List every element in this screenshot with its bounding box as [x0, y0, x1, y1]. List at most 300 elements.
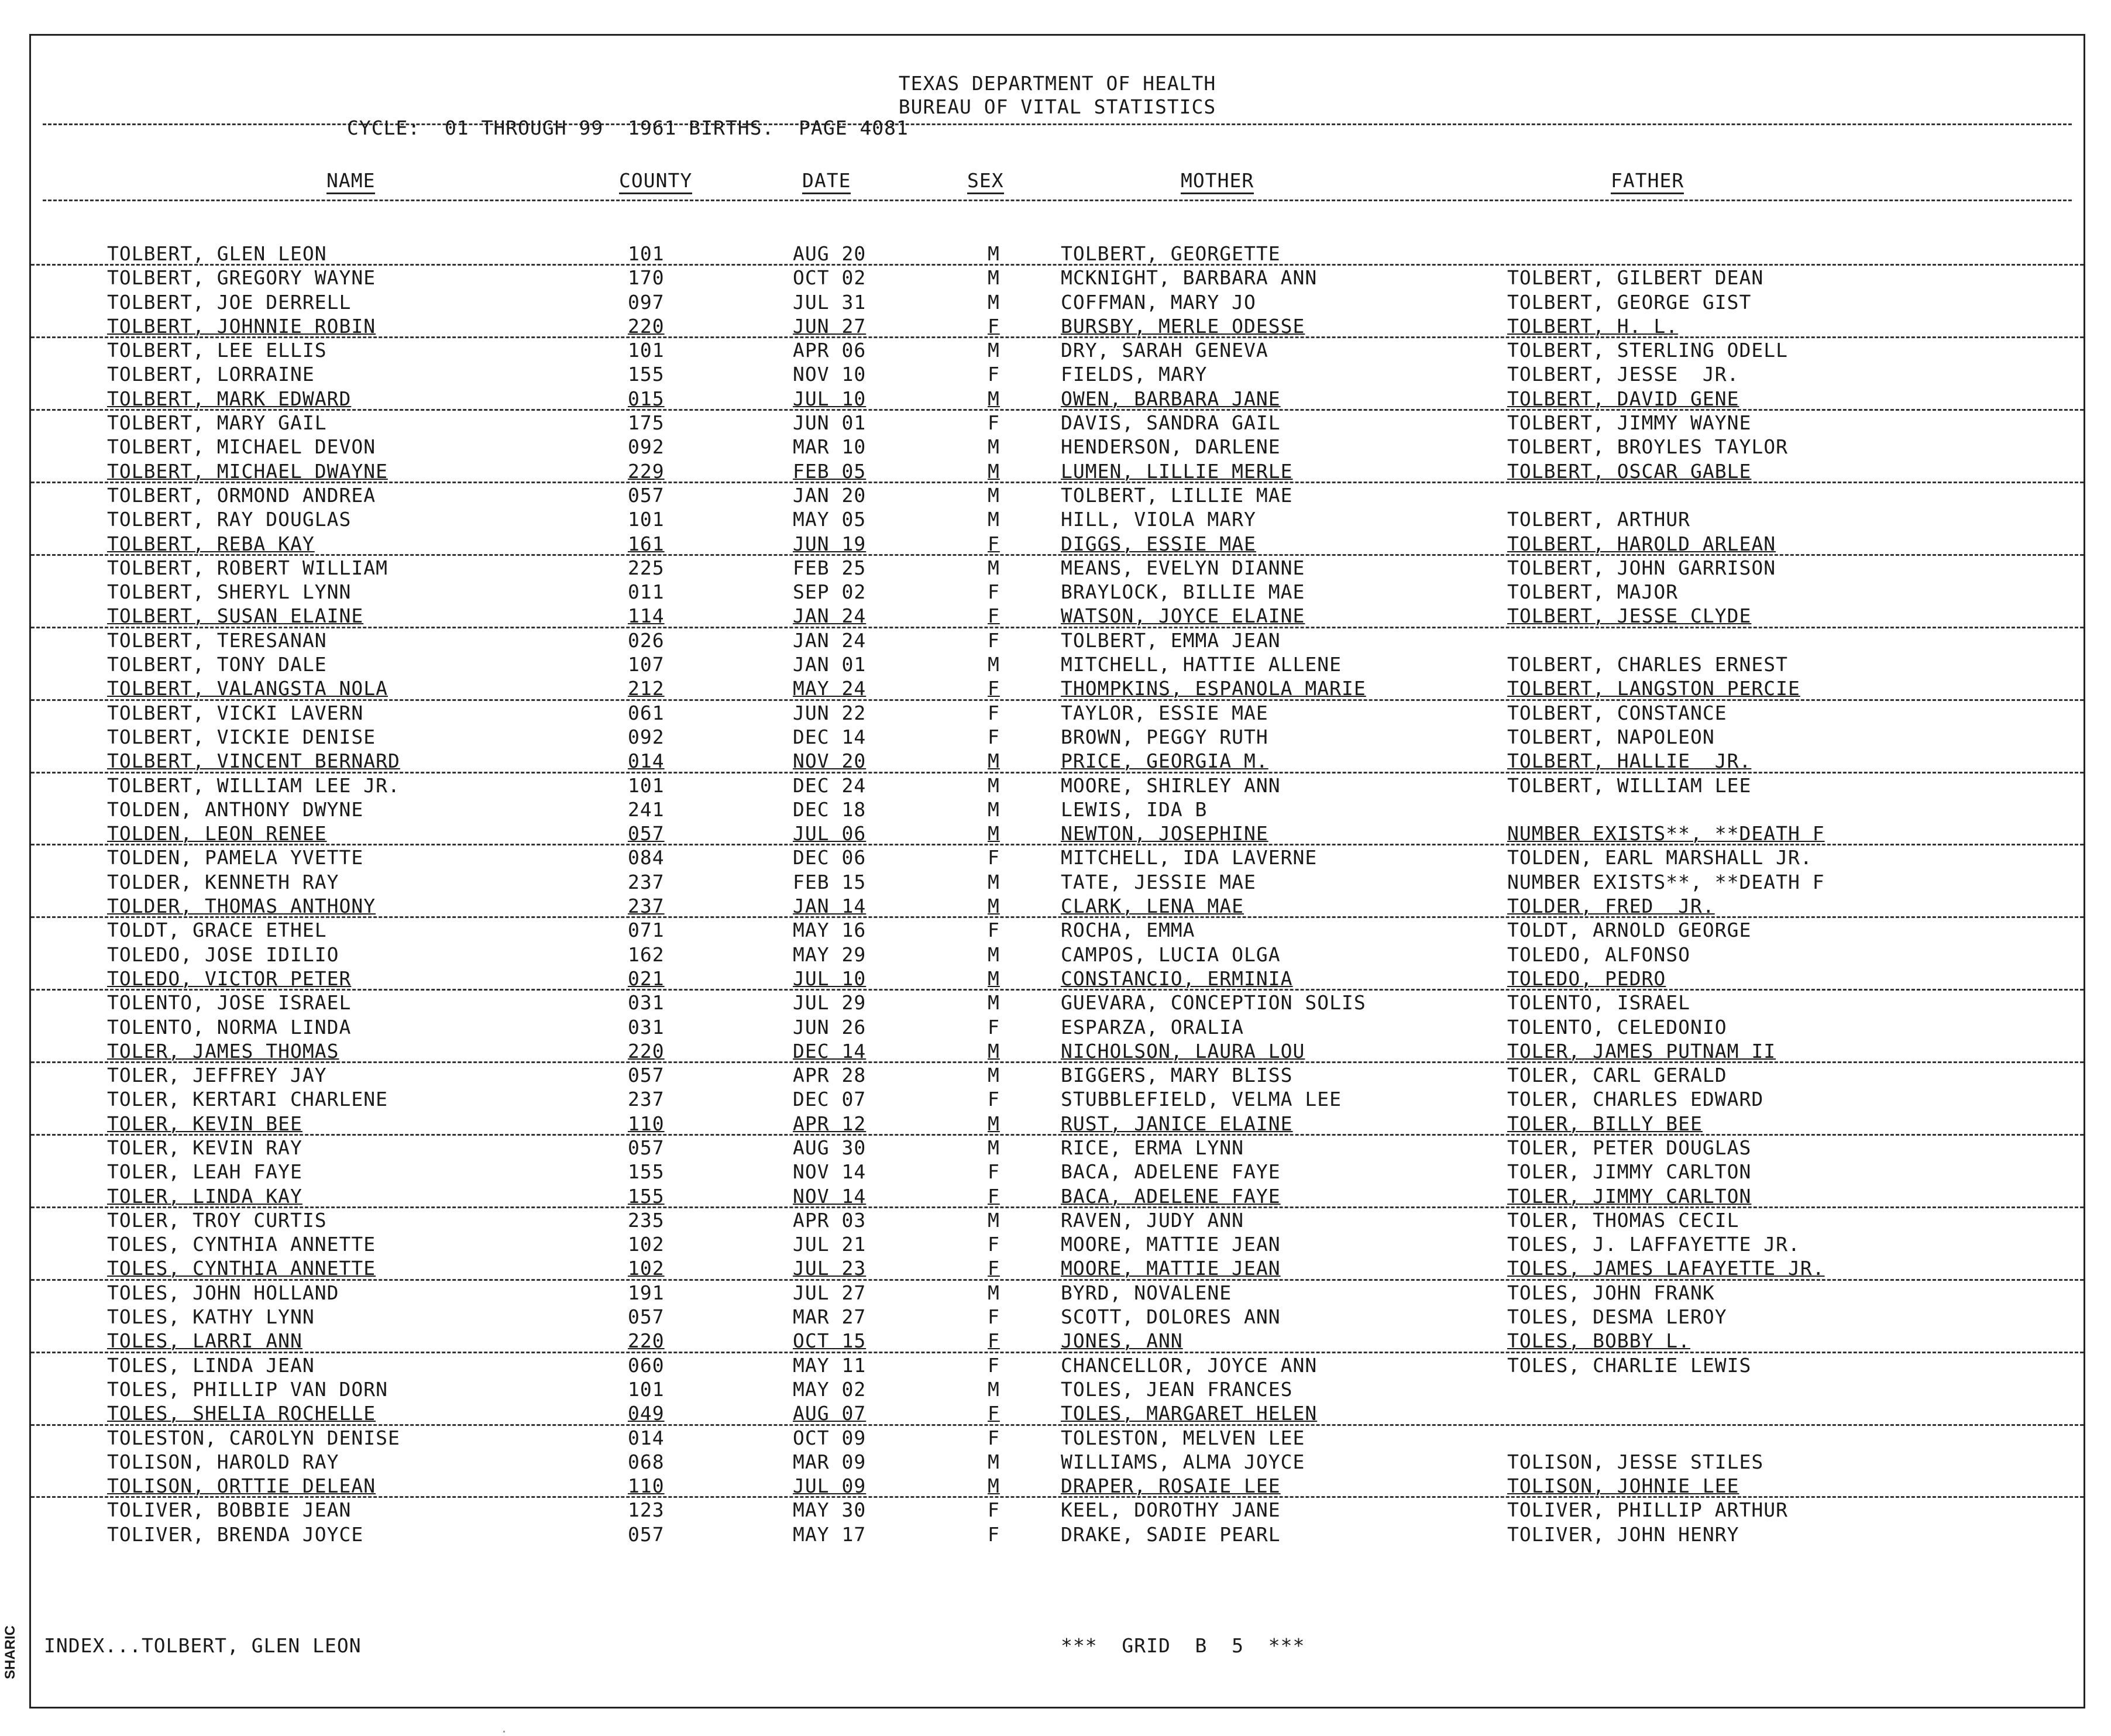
records-list: [31, 242, 2084, 1546]
record-sex: F: [988, 1353, 1000, 1377]
record-row: [31, 1450, 2084, 1474]
record-name: TOLES, CYNTHIA ANNETTE: [107, 1257, 376, 1280]
record-name: TOLBERT, GLEN LEON: [107, 242, 327, 265]
record-county: 162: [628, 943, 665, 966]
record-date: JUL 21: [793, 1233, 867, 1256]
record-mother: THOMPKINS, ESPANOLA MARIE: [1061, 677, 1366, 700]
record-sheet: [29, 34, 2085, 1709]
record-sex: F: [988, 701, 1000, 724]
record-mother: PRICE, GEORGIA M.: [1061, 750, 1268, 773]
record-name: TOLES, SHELIA ROCHELLE: [107, 1402, 376, 1425]
record-row: [31, 482, 2084, 507]
record-county: 220: [628, 314, 665, 338]
record-row: [31, 870, 2084, 894]
record-father: TOLBERT, LANGSTON PERCIE: [1507, 677, 1800, 700]
record-name: TOLER, KEVIN RAY: [107, 1136, 302, 1159]
column-header-date: DATE: [802, 169, 851, 194]
record-date: JUN 22: [793, 701, 867, 724]
record-county: 175: [628, 411, 665, 435]
record-row: [31, 725, 2084, 749]
record-county: 057: [628, 1522, 665, 1546]
record-mother: RICE, ERMA LYNN: [1061, 1136, 1244, 1159]
record-mother: DRAPER, ROSAIE LEE: [1061, 1474, 1281, 1498]
record-county: 014: [628, 750, 665, 773]
record-sex: F: [988, 1160, 1000, 1184]
record-sex: M: [988, 459, 1000, 483]
record-row: [31, 1329, 2084, 1353]
record-name: TOLBERT, LEE ELLIS: [107, 339, 327, 362]
record-mother: MOORE, MATTIE JEAN: [1061, 1233, 1281, 1256]
record-county: 057: [628, 822, 665, 845]
record-row: [31, 1305, 2084, 1329]
record-row: [31, 1256, 2084, 1280]
record-name: TOLER, TROY CURTIS: [107, 1208, 327, 1232]
record-sex: F: [988, 846, 1000, 869]
record-name: TOLDER, THOMAS ANTHONY: [107, 895, 376, 918]
record-name: TOLBERT, REBA KAY: [107, 532, 315, 555]
record-father: TOLBERT, OSCAR GABLE: [1507, 459, 1752, 483]
record-date: JUL 31: [793, 290, 867, 314]
record-sex: M: [988, 1064, 1000, 1087]
record-father: TOLBERT, CONSTANCE: [1507, 701, 1727, 724]
record-sex: M: [988, 1474, 1000, 1498]
record-row: [31, 652, 2084, 676]
record-mother: TOLES, JEAN FRANCES: [1061, 1377, 1293, 1401]
record-date: FEB 25: [793, 556, 867, 579]
record-date: JUL 10: [793, 387, 867, 410]
record-date: OCT 02: [793, 266, 867, 290]
record-date: DEC 06: [793, 846, 867, 869]
record-name: TOLDEN, ANTHONY DWYNE: [107, 797, 364, 821]
record-mother: TATE, JESSIE MAE: [1061, 870, 1256, 893]
record-father: NUMBER EXISTS**, **DEATH F: [1507, 870, 1825, 893]
record-father: TOLEDO, PEDRO: [1507, 967, 1666, 990]
record-row: [31, 459, 2084, 483]
record-father: TOLISON, JOHNIE LEE: [1507, 1474, 1739, 1498]
record-name: TOLBERT, MICHAEL DWAYNE: [107, 459, 388, 483]
record-county: 101: [628, 339, 665, 362]
record-sex: M: [988, 797, 1000, 821]
record-name: TOLBERT, SUSAN ELAINE: [107, 604, 364, 628]
record-name: TOLES, LINDA JEAN: [107, 1353, 315, 1377]
record-mother: FIELDS, MARY: [1061, 363, 1208, 386]
column-header-county: COUNTY: [619, 169, 692, 194]
record-name: TOLBERT, VICKIE DENISE: [107, 725, 376, 748]
record-date: MAY 30: [793, 1498, 867, 1522]
record-date: MAY 24: [793, 677, 867, 700]
scan-speck: [503, 1731, 505, 1732]
record-father: TOLBERT, BROYLES TAYLOR: [1507, 435, 1788, 459]
record-row: [31, 604, 2084, 628]
record-row: [31, 967, 2084, 991]
record-sex: M: [988, 991, 1000, 1015]
record-date: JUN 27: [793, 314, 867, 338]
record-row: [31, 264, 2084, 290]
record-father: TOLBERT, STERLING ODELL: [1507, 339, 1788, 362]
record-mother: BURSBY, MERLE ODESSE: [1061, 314, 1305, 338]
record-mother: DAVIS, SANDRA GAIL: [1061, 411, 1281, 435]
record-county: 235: [628, 1208, 665, 1232]
record-row: [31, 1112, 2084, 1136]
record-name: TOLEDO, VICTOR PETER: [107, 967, 352, 990]
cycle-info: CYCLE: 01 THROUGH 99 1961 BIRTHS. PAGE 4081: [347, 116, 909, 139]
record-name: TOLBERT, ORMOND ANDREA: [107, 483, 376, 507]
record-sex: F: [988, 1257, 1000, 1280]
record-row: [31, 916, 2084, 942]
record-date: OCT 15: [793, 1329, 867, 1353]
record-date: MAY 17: [793, 1522, 867, 1546]
record-mother: WATSON, JOYCE ELAINE: [1061, 604, 1305, 628]
record-row: [31, 387, 2084, 411]
record-county: 237: [628, 870, 665, 893]
record-name: TOLES, JOHN HOLLAND: [107, 1281, 339, 1304]
record-row: [31, 772, 2084, 797]
record-row: [31, 1232, 2084, 1256]
record-father: TOLBERT, ARTHUR: [1507, 508, 1691, 531]
record-sex: M: [988, 822, 1000, 845]
record-row: [31, 1522, 2084, 1546]
header-divider: [43, 200, 2072, 201]
record-father: TOLBERT, H. L.: [1507, 314, 1679, 338]
column-header-father: FATHER: [1611, 169, 1684, 194]
record-father: TOLES, CHARLIE LEWIS: [1507, 1353, 1752, 1377]
record-sex: F: [988, 1402, 1000, 1425]
record-sex: M: [988, 895, 1000, 918]
record-date: JAN 14: [793, 895, 867, 918]
record-county: 097: [628, 290, 665, 314]
record-county: 021: [628, 967, 665, 990]
record-sex: M: [988, 290, 1000, 314]
record-county: 026: [628, 628, 665, 652]
record-name: TOLES, LARRI ANN: [107, 1329, 302, 1353]
record-name: TOLER, JEFFREY JAY: [107, 1064, 327, 1087]
record-sex: M: [988, 1377, 1000, 1401]
record-mother: BACA, ADELENE FAYE: [1061, 1184, 1281, 1208]
record-county: 101: [628, 774, 665, 797]
record-sex: M: [988, 339, 1000, 362]
record-county: 229: [628, 459, 665, 483]
record-row: [31, 989, 2084, 1015]
record-date: JUL 06: [793, 822, 867, 845]
record-sex: M: [988, 387, 1000, 410]
record-date: JAN 20: [793, 483, 867, 507]
record-mother: KEEL, DOROTHY JANE: [1061, 1498, 1281, 1522]
record-father: TOLBERT, MAJOR: [1507, 580, 1679, 604]
record-sex: M: [988, 1208, 1000, 1232]
record-county: 110: [628, 1112, 665, 1135]
record-name: TOLES, CYNTHIA ANNETTE: [107, 1233, 376, 1256]
record-sex: M: [988, 266, 1000, 290]
record-date: JAN 01: [793, 653, 867, 676]
record-name: TOLER, LINDA KAY: [107, 1184, 302, 1208]
record-date: DEC 07: [793, 1088, 867, 1111]
record-sex: M: [988, 1112, 1000, 1135]
record-sex: F: [988, 1426, 1000, 1449]
record-sex: F: [988, 677, 1000, 700]
record-date: JUL 27: [793, 1281, 867, 1304]
record-row: [31, 1160, 2084, 1184]
record-father: TOLES, JAMES LAFAYETTE JR.: [1507, 1257, 1825, 1280]
record-mother: OWEN, BARBARA JANE: [1061, 387, 1281, 410]
record-row: [31, 797, 2084, 821]
record-mother: BYRD, NOVALENE: [1061, 1281, 1232, 1304]
record-sex: F: [988, 1015, 1000, 1039]
record-mother: TAYLOR, ESSIE MAE: [1061, 701, 1268, 724]
record-father: TOLER, CHARLES EDWARD: [1507, 1088, 1764, 1111]
record-date: FEB 15: [793, 870, 867, 893]
column-header-name: NAME: [326, 169, 375, 194]
record-county: 155: [628, 1160, 665, 1184]
bureau-title: BUREAU OF VITAL STATISTICS: [898, 95, 1216, 118]
record-county: 071: [628, 919, 665, 942]
record-father: TOLISON, JESSE STILES: [1507, 1450, 1764, 1473]
record-sex: M: [988, 870, 1000, 893]
record-sex: M: [988, 1136, 1000, 1159]
record-county: 015: [628, 387, 665, 410]
record-name: TOLIVER, BRENDA JOYCE: [107, 1522, 364, 1546]
record-row: [31, 821, 2084, 845]
record-mother: CHANCELLOR, JOYCE ANN: [1061, 1353, 1318, 1377]
record-sex: F: [988, 1329, 1000, 1353]
record-father: TOLBERT, WILLIAM LEE: [1507, 774, 1752, 797]
record-sex: M: [988, 483, 1000, 507]
record-name: TOLESTON, CAROLYN DENISE: [107, 1426, 400, 1449]
record-mother: TOLESTON, MELVEN LEE: [1061, 1426, 1305, 1449]
record-sex: F: [988, 314, 1000, 338]
record-sex: M: [988, 967, 1000, 990]
record-date: MAY 29: [793, 943, 867, 966]
column-header-mother: MOTHER: [1181, 169, 1254, 194]
record-name: TOLDEN, PAMELA YVETTE: [107, 846, 364, 869]
record-mother: MITCHELL, IDA LAVERNE: [1061, 846, 1318, 869]
record-row: [31, 1015, 2084, 1039]
record-sex: F: [988, 604, 1000, 628]
record-county: 102: [628, 1233, 665, 1256]
record-date: JUN 26: [793, 1015, 867, 1039]
record-mother: CLARK, LENA MAE: [1061, 895, 1244, 918]
record-county: 011: [628, 580, 665, 604]
record-county: 170: [628, 266, 665, 290]
record-row: [31, 362, 2084, 386]
index-footer: INDEX...TOLBERT, GLEN LEON: [44, 1634, 362, 1657]
record-name: TOLBERT, VINCENT BERNARD: [107, 750, 400, 773]
record-date: JAN 24: [793, 604, 867, 628]
record-name: TOLBERT, VALANGSTA NOLA: [107, 677, 388, 700]
column-header-sex: SEX: [967, 169, 1004, 194]
record-name: TOLENTO, NORMA LINDA: [107, 1015, 352, 1039]
record-father: TOLES, DESMA LEROY: [1507, 1305, 1727, 1329]
record-father: TOLDT, ARNOLD GEORGE: [1507, 919, 1752, 942]
record-county: 237: [628, 1088, 665, 1111]
record-county: 057: [628, 483, 665, 507]
record-name: TOLBERT, GREGORY WAYNE: [107, 266, 376, 290]
record-mother: MOORE, MATTIE JEAN: [1061, 1257, 1281, 1280]
record-father: TOLEDO, ALFONSO: [1507, 943, 1691, 966]
record-county: 057: [628, 1305, 665, 1329]
record-father: TOLBERT, GEORGE GIST: [1507, 290, 1752, 314]
record-date: DEC 18: [793, 797, 867, 821]
record-father: TOLDER, FRED JR.: [1507, 895, 1715, 918]
record-date: MAR 10: [793, 435, 867, 459]
record-father: TOLBERT, DAVID GENE: [1507, 387, 1739, 410]
record-row: [31, 627, 2084, 652]
record-father: TOLER, THOMAS CECIL: [1507, 1208, 1739, 1232]
record-father: TOLBERT, NAPOLEON: [1507, 725, 1715, 748]
record-date: NOV 14: [793, 1184, 867, 1208]
record-county: 092: [628, 435, 665, 459]
record-mother: LEWIS, IDA B: [1061, 797, 1208, 821]
record-mother: ESPARZA, ORALIA: [1061, 1015, 1244, 1039]
record-sex: M: [988, 750, 1000, 773]
record-name: TOLER, LEAH FAYE: [107, 1160, 302, 1184]
record-name: TOLBERT, JOE DERRELL: [107, 290, 352, 314]
record-county: 101: [628, 508, 665, 531]
record-father: TOLER, BILLY BEE: [1507, 1112, 1703, 1135]
record-row: [31, 1087, 2084, 1111]
record-father: TOLBERT, CHARLES ERNEST: [1507, 653, 1788, 676]
record-name: TOLBERT, JOHNNIE ROBIN: [107, 314, 376, 338]
record-mother: CONSTANCIO, ERMINIA: [1061, 967, 1293, 990]
record-mother: NEWTON, JOSEPHINE: [1061, 822, 1268, 845]
record-sex: F: [988, 580, 1000, 604]
record-county: 237: [628, 895, 665, 918]
record-row: [31, 1134, 2084, 1160]
record-mother: TOLBERT, LILLIE MAE: [1061, 483, 1293, 507]
record-mother: BROWN, PEGGY RUTH: [1061, 725, 1268, 748]
record-mother: TOLBERT, EMMA JEAN: [1061, 628, 1281, 652]
record-father: NUMBER EXISTS**, **DEATH F: [1507, 822, 1825, 845]
record-date: MAR 09: [793, 1450, 867, 1473]
record-county: 101: [628, 1377, 665, 1401]
record-county: 014: [628, 1426, 665, 1449]
record-county: 101: [628, 242, 665, 265]
grid-footer: *** GRID B 5 ***: [1061, 1634, 1305, 1657]
record-date: AUG 07: [793, 1402, 867, 1425]
record-name: TOLDEN, LEON RENEE: [107, 822, 327, 845]
record-county: 031: [628, 1015, 665, 1039]
record-date: NOV 10: [793, 363, 867, 386]
record-name: TOLDT, GRACE ETHEL: [107, 919, 327, 942]
record-row: [31, 1424, 2084, 1450]
record-sex: F: [988, 1184, 1000, 1208]
record-sex: F: [988, 919, 1000, 942]
record-date: MAY 05: [793, 508, 867, 531]
record-father: TOLER, JIMMY CARLTON: [1507, 1184, 1752, 1208]
record-county: 102: [628, 1257, 665, 1280]
record-sex: F: [988, 363, 1000, 386]
record-row: [31, 507, 2084, 531]
record-date: NOV 14: [793, 1160, 867, 1184]
record-date: NOV 20: [793, 750, 867, 773]
record-sex: M: [988, 653, 1000, 676]
record-county: 241: [628, 797, 665, 821]
record-sex: F: [988, 1233, 1000, 1256]
record-sex: M: [988, 242, 1000, 265]
record-row: [31, 699, 2084, 725]
record-date: APR 06: [793, 339, 867, 362]
record-sex: M: [988, 1039, 1000, 1063]
record-name: TOLBERT, VICKI LAVERN: [107, 701, 364, 724]
record-row: [31, 409, 2084, 435]
record-county: 057: [628, 1136, 665, 1159]
record-name: TOLBERT, MARY GAIL: [107, 411, 327, 435]
record-sex: M: [988, 943, 1000, 966]
record-date: JUL 29: [793, 991, 867, 1015]
record-mother: TOLES, MARGARET HELEN: [1061, 1402, 1318, 1425]
record-sex: F: [988, 532, 1000, 555]
record-county: 114: [628, 604, 665, 628]
record-mother: BIGGERS, MARY BLISS: [1061, 1064, 1293, 1087]
record-mother: MITCHELL, HATTIE ALLENE: [1061, 653, 1342, 676]
record-row: [31, 242, 2084, 266]
record-father: TOLER, CARL GERALD: [1507, 1064, 1727, 1087]
record-row: [31, 532, 2084, 556]
record-mother: DIGGS, ESSIE MAE: [1061, 532, 1256, 555]
department-title: TEXAS DEPARTMENT OF HEALTH: [898, 72, 1216, 95]
record-mother: HILL, VIOLA MARY: [1061, 508, 1256, 531]
record-father: TOLBERT, GILBERT DEAN: [1507, 266, 1764, 290]
record-county: 191: [628, 1281, 665, 1304]
record-name: TOLEDO, JOSE IDILIO: [107, 943, 339, 966]
record-mother: MEANS, EVELYN DIANNE: [1061, 556, 1305, 579]
record-row: [31, 1039, 2084, 1063]
record-row: [31, 676, 2084, 700]
record-father: TOLENTO, ISRAEL: [1507, 991, 1691, 1015]
record-name: TOLISON, ORTTIE DELEAN: [107, 1474, 376, 1498]
side-label: SHARIC: [2, 1625, 18, 1679]
record-name: TOLBERT, ROBERT WILLIAM: [107, 556, 388, 579]
record-row: [31, 435, 2084, 459]
record-name: TOLES, KATHY LYNN: [107, 1305, 315, 1329]
record-father: TOLDEN, EARL MARSHALL JR.: [1507, 846, 1813, 869]
record-father: TOLBERT, HAROLD ARLEAN: [1507, 532, 1776, 555]
record-sex: F: [988, 725, 1000, 748]
record-row: [31, 1206, 2084, 1232]
record-sex: F: [988, 1498, 1000, 1522]
record-father: TOLES, J. LAFFAYETTE JR.: [1507, 1233, 1800, 1256]
record-county: 049: [628, 1402, 665, 1425]
record-row: [31, 1474, 2084, 1498]
record-sex: M: [988, 435, 1000, 459]
record-row: [31, 1184, 2084, 1208]
record-mother: COFFMAN, MARY JO: [1061, 290, 1256, 314]
record-mother: SCOTT, DOLORES ANN: [1061, 1305, 1281, 1329]
record-row: [31, 314, 2084, 338]
record-date: APR 12: [793, 1112, 867, 1135]
record-mother: STUBBLEFIELD, VELMA LEE: [1061, 1088, 1342, 1111]
record-row: [31, 336, 2084, 362]
record-mother: RUST, JANICE ELAINE: [1061, 1112, 1293, 1135]
record-row: [31, 943, 2084, 967]
record-sex: F: [988, 1305, 1000, 1329]
record-row: [31, 1401, 2084, 1425]
record-row: [31, 1279, 2084, 1305]
record-father: TOLER, JIMMY CARLTON: [1507, 1160, 1752, 1184]
record-sex: F: [988, 628, 1000, 652]
record-father: TOLBERT, JOHN GARRISON: [1507, 556, 1776, 579]
record-father: TOLBERT, JIMMY WAYNE: [1507, 411, 1752, 435]
record-date: MAY 16: [793, 919, 867, 942]
record-sex: F: [988, 1522, 1000, 1546]
record-row: [31, 580, 2084, 604]
record-name: TOLER, JAMES THOMAS: [107, 1039, 339, 1063]
record-date: JUL 23: [793, 1257, 867, 1280]
record-father: TOLENTO, CELEDONIO: [1507, 1015, 1727, 1039]
record-row: [31, 290, 2084, 314]
record-name: TOLISON, HAROLD RAY: [107, 1450, 339, 1473]
record-name: TOLER, KERTARI CHARLENE: [107, 1088, 388, 1111]
record-county: 220: [628, 1329, 665, 1353]
